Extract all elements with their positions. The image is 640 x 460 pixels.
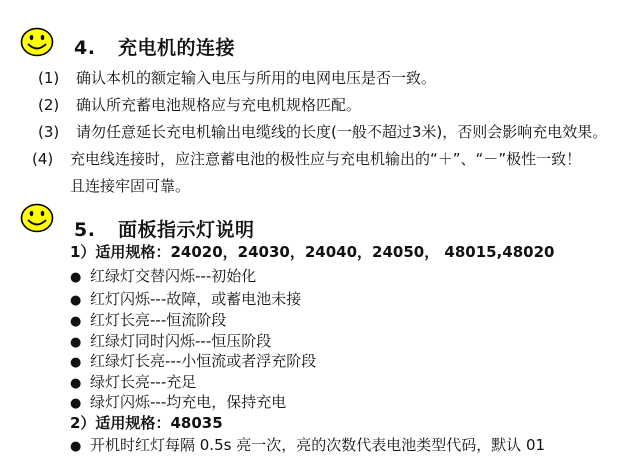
numbered-item: (1) 确认本机的额定输入电压与所用的电网电压是否一致。 [38, 69, 437, 87]
indicator-item: ● 红灯长亮---恒流阶段 [70, 311, 227, 329]
bullet-icon: ● [70, 439, 82, 454]
indicator-item: ● 绿灯长亮---充足 [70, 373, 197, 391]
group-models: 48035 [170, 414, 223, 432]
bullet-icon: ● [70, 396, 82, 411]
indicator-item: ● 红绿灯长亮---小恒流或者浮充阶段 [70, 352, 317, 370]
section-4-heading [74, 33, 235, 60]
smiley-face-icon [20, 203, 54, 233]
bullet-icon: ● [70, 293, 82, 308]
model-group-1-header [70, 241, 554, 262]
section-number: 4. [74, 37, 96, 59]
bullet-icon: ● [70, 314, 82, 329]
section-title: 充电机的连接 [118, 37, 236, 59]
indicator-item: ● 红绿灯同时闪烁---恒压阶段 [70, 332, 272, 350]
group-label: 1）适用规格： [70, 243, 171, 261]
numbered-item: (3) 请勿任意延长充电机输出电缆线的长度(一般不超过3米)，否则会影响充电效果。 [38, 123, 608, 141]
smiley-face-icon [20, 27, 54, 57]
model-group-2-header [70, 412, 223, 433]
section-5-heading [74, 215, 255, 242]
continuation-text: 且连接牢固可靠。 [70, 177, 191, 195]
section-title: 面板指示灯说明 [118, 219, 255, 241]
indicator-item: ● 红灯闪烁---故障，或蓄电池未接 [70, 290, 302, 308]
bullet-icon: ● [70, 355, 82, 370]
bullet-icon: ● [70, 270, 82, 285]
indicator-item: ● 绿灯闪烁---均充电，保持充电 [70, 393, 287, 411]
section-number: 5. [74, 219, 96, 241]
bullet-icon: ● [70, 376, 82, 391]
numbered-item: (2) 确认所充蓄电池规格应与充电机规格匹配。 [38, 96, 362, 114]
group-label: 2）适用规格： [70, 414, 171, 432]
group-models: 24020，24030，24040，24050， 48015,48020 [170, 243, 555, 261]
bullet-icon: ● [70, 335, 82, 350]
numbered-item: (4) 充电线连接时，应注意蓄电池的极性应与充电机输出的“＋”、“－”极性一致！ [32, 150, 582, 168]
indicator-item: ● 红绿灯交替闪烁---初始化 [70, 267, 257, 285]
indicator-item: ● 开机时红灯每隔 0.5s 亮一次，亮的次数代表电池类型代码，默认 01 [70, 436, 546, 454]
